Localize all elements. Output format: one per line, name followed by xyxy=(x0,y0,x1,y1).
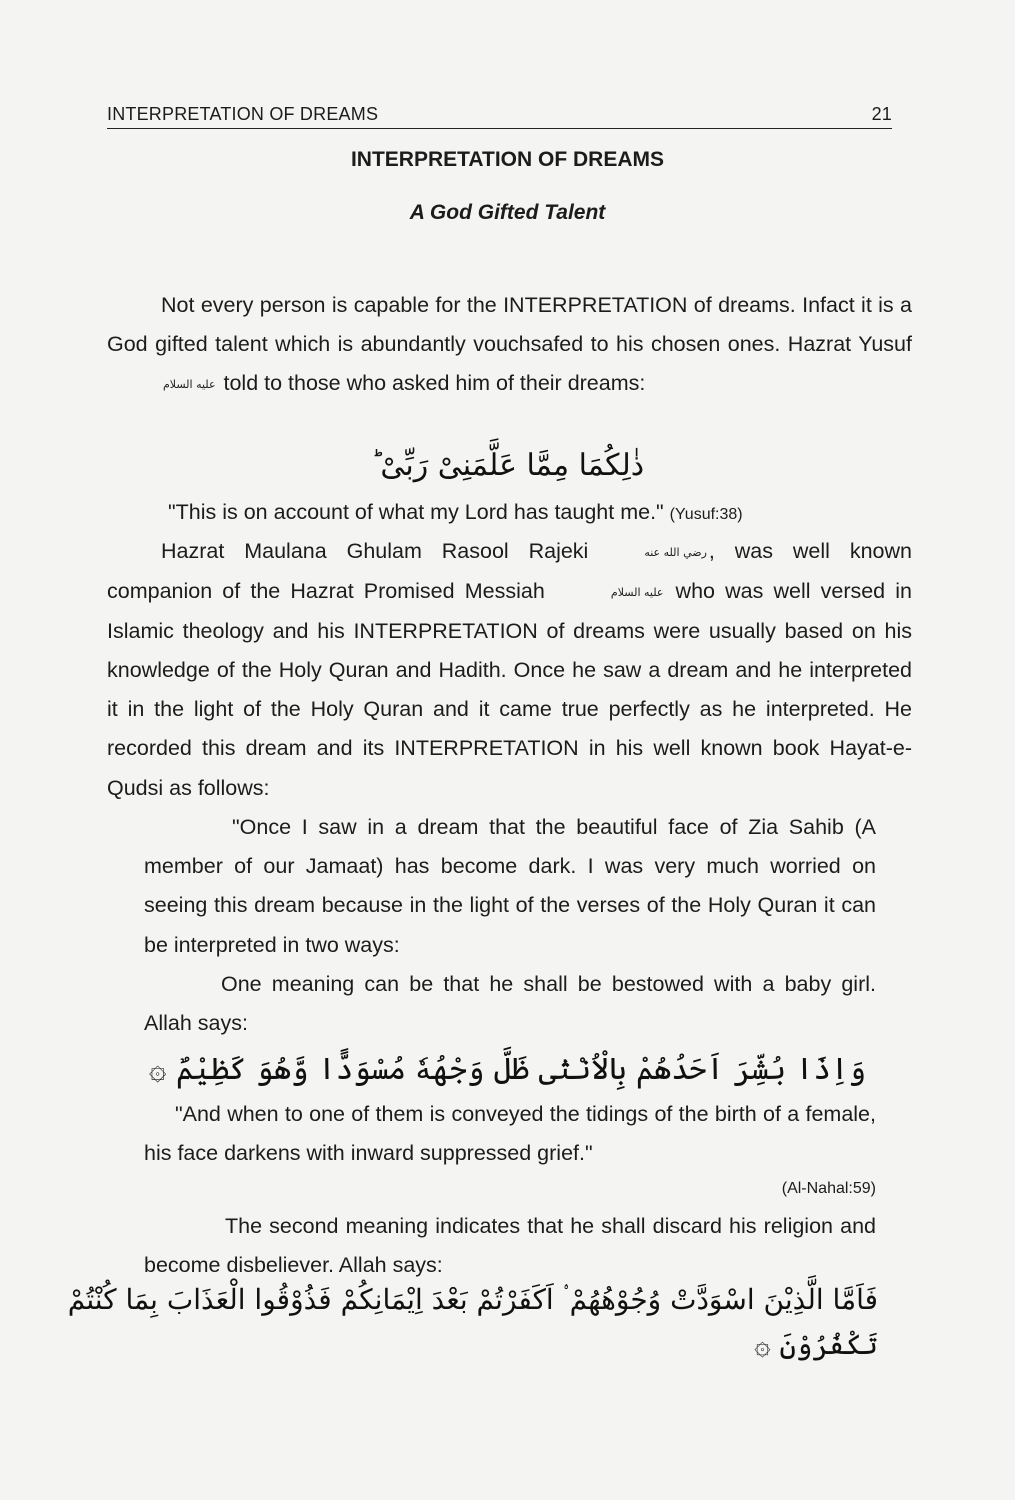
page-number: 21 xyxy=(871,104,892,124)
verse-2-arabic: وَاِذَا بُشِّرَ اَحَدُهُمْ بِالْاُنْثٰى ظَلَّ وَجْهُهٗ مُسْوَدًّا وَّهُوَ كَظِيْمٌ ۞ xyxy=(148,1052,867,1087)
verse-2-translation: "And when to one of them is conveyed the tidings of the birth of a female, his face darkens with inward suppressed grief." xyxy=(144,1102,876,1166)
running-title: INTERPRETATION OF DREAMS xyxy=(107,104,379,124)
header-rule xyxy=(107,128,892,129)
paragraph-2-text-a: Hazrat Maulana Ghulam Rasool Rajeki xyxy=(161,539,589,563)
chapter-subtitle: A God Gifted Talent xyxy=(409,201,606,224)
paragraph-1 xyxy=(107,286,912,404)
verse-1-translation xyxy=(168,493,908,534)
honorific-mark: رضي الله عنه xyxy=(644,545,707,559)
honorific-mark: عليه السلام xyxy=(163,378,216,392)
paragraph-2-text-c: who was well versed in Islamic theology and his INTERPRETATION of dreams were usually based on his knowledge of the Holy Quran and Hadith. Once he saw a dream and he interpreted it in the light of the Holy Quran and it came true perfectly as he interpreted. He recorded this dream and its INTERPRETATION in his well known book Hayat-e-Qudsi as follows: xyxy=(107,578,912,800)
quote-paragraph-2: One meaning can be that he shall be bestowed with a baby girl. Allah says: xyxy=(144,972,876,1036)
verse-1-translation-text: "This is on account of what my Lord has taught me." xyxy=(168,500,664,524)
honorific-mark: عليه السلام xyxy=(610,585,664,599)
paragraph-1-text-a: Not every person is capable for the INTERPRETATION of dreams. Infact it is a God gifted talent which is abundantly vouchsafed to his chosen ones. Hazrat Yusuf xyxy=(107,293,912,357)
paragraph-2-text-b: , was well known companion of the Hazrat Promised Messiah xyxy=(107,539,912,603)
chapter-title: INTERPRETATION OF DREAMS xyxy=(350,148,665,171)
paragraph-1-text-b: told to those who asked him of their dreams: xyxy=(223,371,646,396)
paragraph-2 xyxy=(107,532,912,808)
verse-1-reference: (Yusuf:38) xyxy=(669,506,743,523)
verse-1-arabic: ذٰلِكُمَا مِمَّا عَلَّمَنِىْ رَبِّىْ ؕ xyxy=(370,448,645,483)
verse-3-arabic-line-2: تَكْفُرُوْنَ ۞ xyxy=(754,1328,878,1361)
quote-paragraph-1: "Once I saw in a dream that the beautiful face of Zia Sahib (A member of our Jamaat) has become dark. I was very much worried on seeing this dream because in the light of the verses of the Holy Quran it can be interpreted in two ways: xyxy=(144,815,876,957)
verse-3-arabic-line-1: فَاَمَّا الَّذِيْنَ اسْوَدَّتْ وُجُوْهُهُمْ ۟ اَكَفَرْتُمْ بَعْدَ اِيْمَانِكُمْ فَذُوْقُوا الْعَذَابَ بِمَا كُنْتُمْ xyxy=(67,1283,878,1316)
verse-2-reference: (Al-Nahal:59) xyxy=(781,1180,876,1197)
quote-paragraph-3: The second meaning indicates that he shall discard his religion and become disbeliever. Allah says: xyxy=(144,1214,876,1278)
